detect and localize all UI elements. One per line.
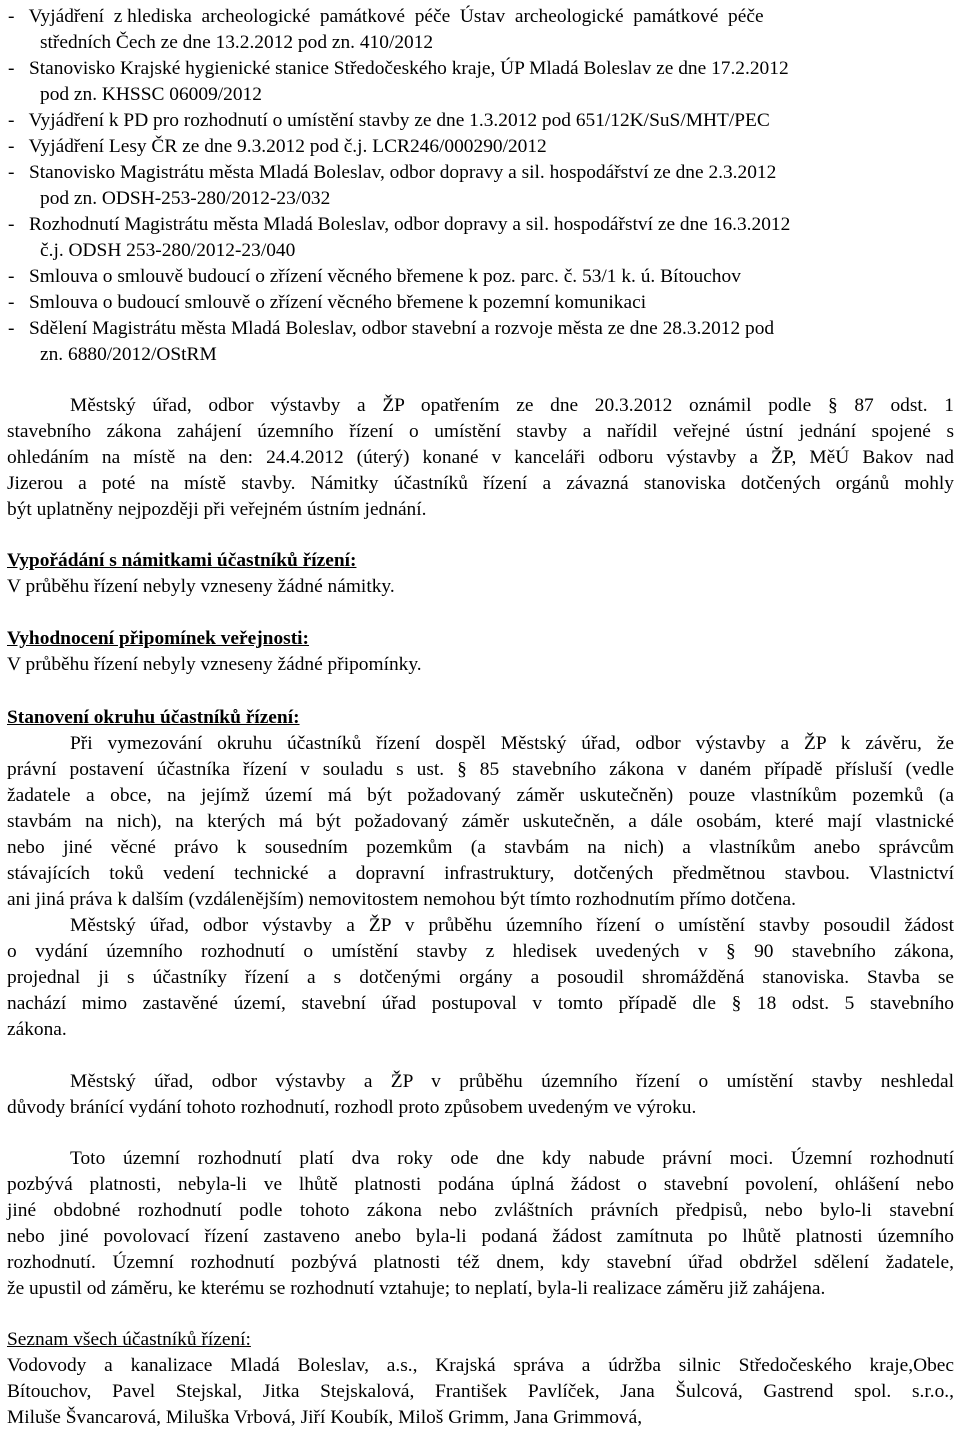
list-item-line: středních Čech ze dne 13.2.2012 pod zn. 410/2012: [40, 32, 434, 53]
list-item-line: pod zn. KHSSC 06009/2012: [40, 84, 262, 105]
paragraph-line: Při vymezování okruhu účastníků řízení dospěl Městský úřad, odbor výstavby a ŽP k závěru, že: [70, 733, 954, 754]
paragraph-line: Toto územní rozhodnutí platí dva roky ode dne kdy nabude právní moci. Územní rozhodnutí: [70, 1148, 954, 1169]
paragraph-line: že upustil od záměru, ke kterému se rozhodnutí vztahuje; to neplatí, byla-li realizace záměru již zahájena.: [7, 1278, 826, 1299]
paragraph-line: Miluše Švancarová, Miluška Vrbová, Jiří Koubík, Miloš Grimm, Jana Grimmová,: [7, 1407, 643, 1428]
list-item-line: č.j. ODSH 253-280/2012-23/040: [40, 240, 296, 261]
participants-heading: Seznam všech účastníků řízení:: [7, 1329, 251, 1350]
list-item-line: - Stanovisko Krajské hygienické stanice Středočeského kraje, ÚP Mladá Boleslav ze dne 17.2.2012: [8, 58, 789, 79]
paragraph-line: ohledáním na místě na den: 24.4.2012 (úterý) konané v kanceláři odboru výstavby a ŽP, MěÚ Bakov nad: [7, 447, 954, 468]
list-item-line: - Sdělení Magistrátu města Mladá Boleslav, odbor stavební a rozvoje města ze dne 28.3.2012 pod: [8, 318, 775, 339]
paragraph-line: pozbývá platnosti, nebyla-li ve lhůtě platnosti podána úplná žádost o stavební povolení, ohlášení nebo: [7, 1174, 954, 1195]
section-heading: Vypořádání s námitkami účastníků řízení:: [7, 550, 357, 571]
paragraph-line: jiné obdobné rozhodnutí podle tohoto zákona nebo zvláštních právních předpisů, nebo bylo-li stavební: [7, 1200, 954, 1221]
paragraph-line: stávajících toků vedení technické a dopravní infrastruktury, dotčených předmětnou stavbou. Vlastnictví: [7, 863, 954, 884]
paragraph-line: Vodovody a kanalizace Mladá Boleslav, a.s., Krajská správa a údržba silnic Středočeského kraje,Obec: [7, 1355, 954, 1376]
paragraph-line: být uplatněny nejpozději při veřejném ústním jednání.: [7, 499, 427, 520]
paragraph-line: projednal ji s účastníky řízení a s dotčenými orgány a posoudil shromážděná stanoviska. Stavba se: [7, 967, 954, 988]
paragraph-line: o vydání územního rozhodnutí o umístění stavby z hledisek uvedených v § 90 stavebního zákona,: [7, 941, 954, 962]
list-item-line: - Smlouva o budoucí smlouvě o zřízení věcného břemene k pozemní komunikaci: [8, 292, 647, 313]
list-item-line: - Smlouva o smlouvě budoucí o zřízení věcného břemene k poz. parc. č. 53/1 k. ú. Bítouchov: [8, 266, 741, 287]
list-item-line: - Vyjádření k PD pro rozhodnutí o umístění stavby ze dne 1.3.2012 pod 651/12K/SuS/MHT/PEC: [8, 110, 770, 131]
paragraph-line: nebo jiné povolovací řízení zastaveno anebo byla-li podaná žádost zamítnuta po lhůtě platnosti územního: [7, 1226, 954, 1247]
paragraph-line: Bítouchov, Pavel Stejskal, Jitka Stejskalová, František Pavlíček, Jana Šulcová, Gastrend spol. s.r.o.,: [7, 1381, 954, 1402]
paragraph-line: stavebního zákona zahájení územního řízení o umístění stavby a nařídil veřejné ústní jednání spojené s: [7, 421, 954, 442]
paragraph-line: zákona.: [7, 1019, 67, 1040]
paragraph-line: Městský úřad, odbor výstavby a ŽP v průběhu územního řízení o umístění stavby neshledal: [70, 1071, 954, 1092]
paragraph-line: V průběhu řízení nebyly vzneseny žádné námitky.: [7, 576, 395, 597]
paragraph-line: žadatele a obce, na jejímž území má být požadovaný záměr uskutečněn) pouze vlastníkům pozemků (a: [7, 785, 954, 806]
paragraph-line: ani jiná práva k dalším (vzdálenějším) nemovitostem nemohou být tímto rozhodnutím přímo dotčena.: [7, 889, 796, 910]
paragraph-line: rozhodnutí. Územní rozhodnutí pozbývá platnosti též dnem, kdy stavební úřad obdržel sdělení žadatele,: [7, 1252, 954, 1273]
paragraph-line: V průběhu řízení nebyly vzneseny žádné připomínky.: [7, 654, 422, 675]
list-item-line: - Vyjádření Lesy ČR ze dne 9.3.2012 pod č.j. LCR246/000290/2012: [8, 136, 547, 157]
list-item-line: - Vyjádření z hlediska archeologické památkové péče Ústav archeologické památkové péče: [8, 6, 764, 27]
paragraph-line: stavbám na nich), na kterých má být požadovaný záměr uskutečněn, a dále osobám, které mají vlastnické: [7, 811, 954, 832]
list-item-line: - Stanovisko Magistrátu města Mladá Boleslav, odbor dopravy a sil. hospodářství ze dne 2.3.2012: [8, 162, 777, 183]
list-item-line: pod zn. ODSH-253-280/2012-23/032: [40, 188, 331, 209]
paragraph-line: nebo jiné věcné právo k sousedním pozemkům (a stavbám na nich) a vlastníkům anebo správcům: [7, 837, 954, 858]
paragraph-line: nachází mimo zastavěné území, stavební úřad postupoval v tomto případě dle § 18 odst. 5 stavebního: [7, 993, 954, 1014]
paragraph-line: Městský úřad, odbor výstavby a ŽP v průběhu územního řízení o umístění stavby posoudil žádost: [70, 915, 954, 936]
paragraph-line: důvody bránící vydání tohoto rozhodnutí, rozhodl proto způsobem uvedeným ve výroku.: [7, 1097, 697, 1118]
list-item-line: zn. 6880/2012/OStRM: [40, 344, 217, 365]
paragraph-line: Městský úřad, odbor výstavby a ŽP opatřením ze dne 20.3.2012 oznámil podle § 87 odst. 1: [70, 395, 954, 416]
section-heading: Stanovení okruhu účastníků řízení:: [7, 707, 300, 728]
paragraph-line: Jizerou a poté na místě stavby. Námitky účastníků řízení a závazná stanoviska dotčených orgánů mohly: [7, 473, 954, 494]
section-heading: Vyhodnocení připomínek veřejnosti:: [7, 628, 310, 649]
paragraph-line: právní postavení účastníka řízení v souladu s ust. § 85 stavebního zákona v daném případě přísluší (vedle: [7, 759, 954, 780]
list-item-line: - Rozhodnutí Magistrátu města Mladá Boleslav, odbor dopravy a sil. hospodářství ze dne 16.3.2012: [8, 214, 791, 235]
